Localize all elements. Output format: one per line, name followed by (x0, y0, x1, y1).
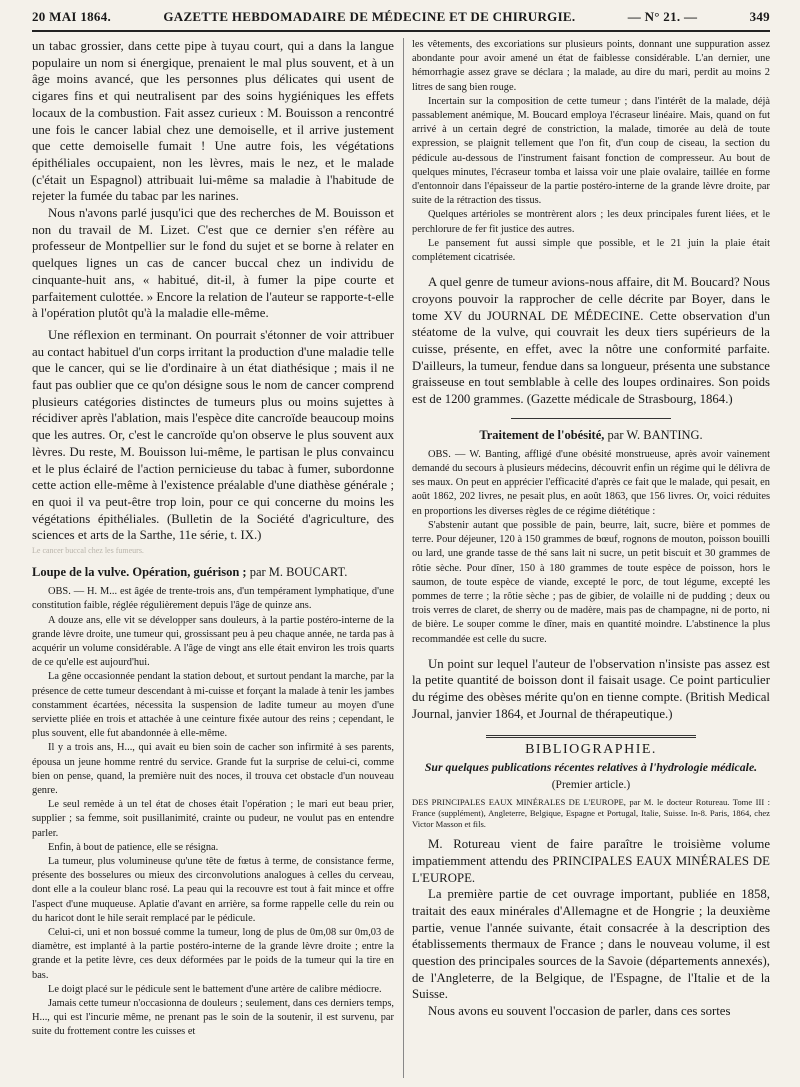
intro-paragraph: Une réflexion en terminant. On pourrait s'étonner de voir attribuer au contact habituel d'un corps irritant la production d'une maladie telle que le cancer, qui se lie d'ordinaire à un état diathésique ; mais il ne faut pas oublier que ce qu'on désigne sous le nom de cancer comprend plusieurs catégories distinctes de tumeurs plus ou moins sujettes à récidiver après l'ablation, mais l'espèce dite cancroïde beaucoup moins que les autres. Or, c'est le cancroïde qu'on observe le plus souvent aux lèvres. Du reste, M. Bouisson lui-même, le partisan le plus convaincu et le plus éclairé de l'action pernicieuse du tabac à fumer, subordonne cette action elle-même à l'existence préalable d'une diathèse générale ; en quoi il va peut-être trop loin, pour ce qui concerne du moins les végétations épithéliales. (Bulletin de la Société d'agriculture, des sciences et arts de la Sarthe, 11e série, t. IX.) (32, 327, 394, 543)
bibliography-paragraph: Nous avons eu souvent l'occasion de parler, dans ces sortes (428, 1004, 731, 1019)
observation-paragraph: Jamais cette tumeur n'occasionna de douleurs ; seulement, dans ces derniers temps, H..., qui est l'incurie même, ne prenant pas le soin de la soutenir, il est survenu, par suite du frottement contre les cuisses et (32, 997, 394, 1038)
bibliography-subtitle: Sur quelques publications récentes relatives à l'hydrologie médicale. (424, 759, 758, 774)
observation-paragraph: A douze ans, elle vit se développer sans douleurs, à la partie postéro-interne de la grande lèvre droite, une tumeur qui, grossissant peu à peu chaque année, ne tarda pas à acquérir un volume considérable. A l'âge de vingt ans elle était environ les trois quarts de ce qu'elle est aujourd'hui. (32, 614, 394, 669)
faint-bleed-text: Le cancer buccal chez les fumeurs. (32, 546, 144, 556)
bibliography-article-label: (Premier article.) (551, 778, 631, 791)
observation-paragraph: Enfin, à bout de patience, elle se résigna. (48, 841, 219, 853)
header-rule (32, 30, 770, 32)
left-column (32, 38, 394, 1082)
section-heading (412, 427, 770, 444)
commentary-paragraph: A quel genre de tumeur avions-nous affaire, dit M. Boucard? Nous croyons pouvoir la rapprocher de celle décrite par Boyer, dans le tome XV du JOURNAL DE MÉDECINE. Cette observation d'un stéatome de la vulve, qui couvrait les deux tiers supérieurs de la cuisse, présente, en effet, avec la nôtre une conformité parfaite. D'ailleurs, la tumeur, fendue dans sa longueur, présenta une substance graisseuse en tout semblable à celle des loupes ordinaires. Son poids est de 1200 grammes. (Gazette médicale de Strasbourg, 1864.) (412, 275, 770, 407)
observation-paragraph: Le doigt placé sur le pédicule sent le battement d'une artère de calibre médiocre. (48, 983, 382, 995)
section-heading (32, 564, 394, 581)
section-title: Traitement de l'obésité, (479, 427, 605, 442)
header-number: — N° 21. — (627, 9, 698, 24)
observation-paragraph: Incertain sur la composition de cette tumeur ; dans l'intérêt de la malade, déjà passablement anémique, M. Boucard employa l'écraseur linéaire. Mais, quand on fut arrivé à un certain degré de constriction, la malade, timorée au delà de toute expression, se plaignit tellement que l'on fit, d'un coup de ciseau, la section du pédicule au-dessous de l'instrument faisant fonction de compresseur. Au bout de quelques minutes, l'écraseur tomba et laissa voir une plaie ovalaire, taillée en forme d'entonnoir dans l'épaisseur de la partie postéro-interne de la grande lèvre droite, par suite de la rétraction des tissus. (412, 95, 770, 207)
section-rule (486, 735, 696, 738)
section-rule (511, 418, 671, 419)
observation-paragraph: S'abstenir autant que possible de pain, beurre, lait, sucre, bière et pommes de terre. Pour déjeuner, 120 à 150 grammes de bœuf, rognons de mouton, poisson bouilli ou lard, une grande tasse de thé sans lait ni sucre, un petit biscuit et 30 grammes de rôtie sèche. Pour dîner, 150 à 180 grammes de toute espèce de poisson, hors le saumon, de toute espèce de viande, excepté le porc, de tout légume, excepté les pommes de terre ; la rôtie sèche ; pas de gibier, de volaille ni de pudding ; deux ou trois verres de claret, de sherry ou de madère, mais pas de champagne, ni de porto, ni de bière. Le souper comme le dîner, mais en quantité moindre. L'abstinence la plus recommandée est celle du sucre. (412, 519, 770, 645)
observation-paragraph: Il y a trois ans, H..., qui avait eu bien soin de cacher son infirmité à ses parents, épousa un jeune homme rentré du service. Grande fut la surprise de celui-ci, comme bien on pense, quand, la première nuit des noces, il trouva cet obstacle d'un nouveau genre. (32, 742, 394, 796)
column-divider (403, 38, 404, 1078)
commentary-paragraph: Un point sur lequel l'auteur de l'observation n'insiste pas assez est la petite quantité de boisson dont il faisait usage. Ce point particulier du régime des obèses mérite qu'on en tienne compte. (British Medical Journal, janvier 1864, et Journal de thérapeutique.) (412, 656, 770, 721)
section-title: Loupe de la vulve. Opération, guérison ; (32, 565, 247, 580)
observation-paragraph: La gêne occasionnée pendant la station debout, et surtout pendant la marche, par la présence de cette tumeur descendant à mi-cuisse et forçant la malade à tenir les jambes constamment écartées, nécessita la suspension de ladite tumeur au moyen d'une serviette pliée en trois et attachée à une ceinture fixée autour des reins ; cependant, le plus souvent, elle fut abandonnée à elle-même. (32, 671, 394, 740)
bibliography-reference: DES PRINCIPALES EAUX MINÉRALES DE L'EUROPE, par M. le docteur Rotureau. Tome III : France (supplément), Angleterre, Belgique, Espagne et Portugal, Italie, Suisse. In-8. Paris, 1864, chez Victor Masson et fils. (412, 796, 770, 829)
observation-paragraph: OBS. — W. Banting, affligé d'une obésité monstrueuse, après avoir vainement demandé du secours à plusieurs médecins, découvrit enfin un régime qui le délivra de ses maux. On peut en apprécier l'efficacité d'après ce fait que le malade, qui pesait, en août 1862, 202 livres, ne pesait plus, en août 1863, que 156 livres. Or, voici réduites en proportions les diverses règles de ce régime diététique : (412, 448, 770, 517)
section-author: par M. BOUCART. (249, 565, 348, 580)
observation-paragraph: les vêtements, des excoriations sur plusieurs points, donnant une suppuration assez abondante pour avoir amené un état de faiblesse considérable. L'an dernier, une hémorrhagie assez grave se déclara ; la malade, au dire du mari, perdit au moins 2 litres de sang bien rouge. (412, 39, 770, 93)
observation-paragraph: Le seul remède à un tel état de choses était l'opération ; le mari eut beau prier, supplier ; sa femme, soit pusillanimité, crainte ou pudeur, ne voulut pas en entendre parler. (32, 799, 394, 839)
header-page: 349 (749, 9, 770, 24)
header-date: 20 MAI 1864. (32, 9, 112, 24)
intro-paragraph: un tabac grossier, dans cette pipe à tuyau court, qui a dans la langue populaire un nom si énergique, prenaient le mal plus souvent, et à un âge moins avancé, que les personnes plus délicates qui usent de cigares fins et qui neutralisent par des soins hygiéniques les effets locaux de la combustion. Fait assez curieux : M. Bouisson a rencontré une fois le cancer labial chez une demoiselle, et il arrive justement que cette demoiselle fumait ! Une autre fois, les végétations épithéliales occupaient, non les lèvres, mais le nez, et le malade (c'était un Espagnol) attribuait lui-même sa maladie à l'habitude de rejeter la fumée du tabac par les narines. (32, 39, 394, 204)
observation-paragraph: Quelques artérioles se montrèrent alors ; les deux principales furent liées, et le perchlorure de fer fit justice des autres. (412, 209, 770, 235)
observation-paragraph: OBS. — H. M... est âgée de trente-trois ans, d'un tempérament lymphatique, d'une constitution faible, réglée régulièrement depuis l'âge de quinze ans. (32, 586, 394, 612)
header-title: GAZETTE HEBDOMADAIRE DE MÉDECINE ET DE CHIRURGIE. (163, 9, 576, 24)
bibliography-paragraph: M. Rotureau vient de faire paraître le troisième volume impatiemment attendu des PRINCIPALES EAUX MINÉRALES DE L'EUROPE. (412, 837, 770, 885)
bibliography-title: BIBLIOGRAPHIE. (525, 741, 657, 757)
intro-paragraph: Nous n'avons parlé jusqu'ici que des recherches de M. Bouisson et non du travail de M. Lizet. C'est que ce dernier s'en réfère au professeur de Montpellier sur le fond du sujet et se borne à relater en quelques lignes un cas de cancer buccal chez un individu de cinquante-huit ans, « habitué, dit-il, à fumer la pipe courte et parfaitement culottée. » Encore la relation de l'auteur se rapporte-t-elle à l'opération plutôt qu'à la maladie elle-même. (32, 206, 394, 321)
bibliography-paragraph: La première partie de cet ouvrage important, publiée en 1858, traitait des eaux minérales d'Allemagne et de Hongrie ; la deuxième partie, venue l'année suivante, était consacrée à la description des établissements thermaux de France ; dans le nouveau volume, il est question des principales sources de la Savoie (départements annexés), de l'Angleterre, de la Belgique, de l'Espagne, de l'Italie et de la Suisse. (412, 887, 770, 1002)
page-header (32, 4, 770, 30)
observation-paragraph: La tumeur, plus volumineuse qu'une tête de fœtus à terme, de consistance ferme, présente des bosselures ou mieux des circonvolutions analogues à celles du cerveau, dont elle a la couleur blanc rosé. La peau qui la recouvre est tout à fait mince et offre l'aspect d'une muqueuse. Aplatie d'avant en arrière, sa forme rappelle celle du rein ou du haricot dont le hile serait remplacé par le pédicule. (32, 855, 394, 924)
section-author: par W. BANTING. (607, 427, 703, 442)
right-column (412, 38, 770, 1082)
observation-paragraph: Le pansement fut aussi simple que possible, et le 21 juin la plaie était complétement cicatrisée. (412, 237, 770, 264)
observation-paragraph: Celui-ci, uni et non bossué comme la tumeur, long de plus de 0m,08 sur 0m,03 de diamètre, est implanté à la partie postéro-interne de la grande lèvre droite ; entre la grande et la petite lèvre, ces deux déformées par le poids de la tumeur qui la tire en bas. (32, 926, 394, 981)
